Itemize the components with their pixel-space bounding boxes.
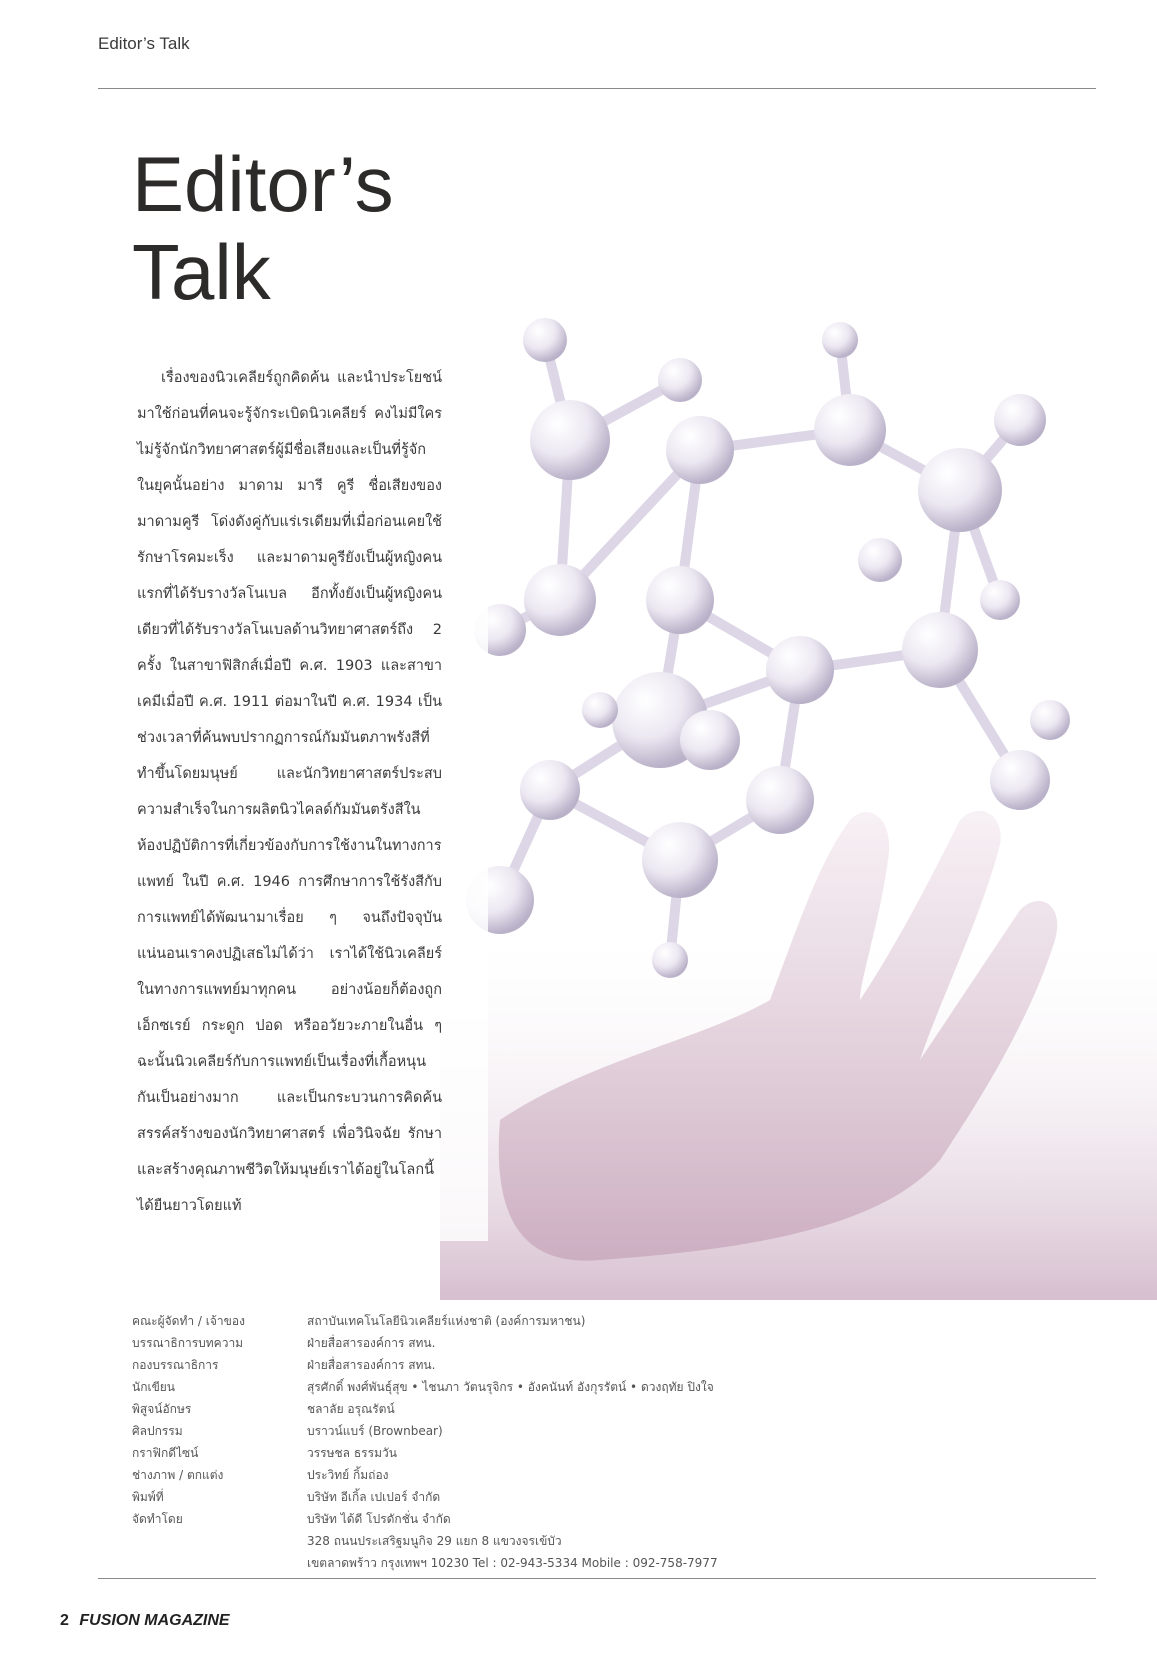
credit-value: วรรษชล ธรรมวัน <box>307 1446 397 1460</box>
credit-row <box>132 1552 718 1574</box>
credit-label <box>132 1530 307 1552</box>
editorial-body-text: เรื่องของนิวเคลียร์ถูกคิดค้น และนำประโยชน์มาใช้ก่อนที่คนจะรู้จักระเบิดนิวเคลียร์ คงไม่มีใครไม่รู้จักนักวิทยาศาสตร์ผู้มีชื่อเสียงและเป็นที่รู้จักในยุคนั้นอย่าง มาดาม มารี คูรี ชื่อเสียงของ มาดามคูรี โด่งดังคู่กับแร่เรเดียมที่เมื่อก่อนเคยใช้รักษาโรคมะเร็ง และมาดามคูรียังเป็นผู้หญิงคนแรกที่ได้รับรางวัลโนเบล อีกทั้งยังเป็นผู้หญิงคนเดียวที่ได้รับรางวัลโนเบลด้านวิทยาศาสตร์ถึง 2 ครั้ง ในสาขาฟิสิกส์เมื่อปี ค.ศ. 1903 และสาขาเคมีเมื่อปี ค.ศ. 1911 ต่อมาในปี ค.ศ. 1934 เป็นช่วงเวลาที่ค้นพบปรากฏการณ์กัมมันตภาพรังสีที่ทำขึ้นโดยมนุษย์ และนักวิทยาศาสตร์ประสบความสำเร็จในการผลิตนิวไคลด์กัมมันตรังสีในห้องปฏิบัติการที่เกี่ยวข้องกับการใช้งานในทางการแพทย์ ในปี ค.ศ. 1946 การศึกษาการใช้รังสีกับการแพทย์ได้พัฒนามาเรื่อย ๆ จนถึงปัจจุบัน แน่นอนเราคงปฏิเสธไม่ได้ว่า เราได้ใช้นิวเคลียร์ในทางการแพทย์มาทุกคน อย่างน้อยก็ต้องถูกเอ็กซเรย์ กระดูก ปอด หรืออวัยวะภายในอื่น ๆ ฉะนั้นนิวเคลียร์กับการแพทย์เป็นเรื่องที่เกื้อหนุนกันเป็นอย่างมาก และเป็นกระบวนการคิดค้น สรรค์สร้างของนักวิทยาศาสตร์ เพื่อวินิจฉัย รักษา และสร้างคุณภาพชีวิตให้มนุษย์เราได้อยู่ในโลกนี้ได้ยืนยาวโดยแท้ <box>137 370 442 1214</box>
credit-row <box>132 1486 718 1508</box>
credit-value: ประวิทย์ กิ้มถ่อง <box>307 1468 389 1482</box>
credit-label: พิสูจน์อักษร <box>132 1402 192 1416</box>
credit-label: กราฟิกดีไซน์ <box>132 1446 199 1460</box>
credit-row <box>132 1508 718 1530</box>
credit-row <box>132 1376 718 1398</box>
credit-label: พิมพ์ที่ <box>132 1490 164 1504</box>
hero-illustration <box>440 300 1157 1300</box>
footer-rule <box>98 1578 1096 1579</box>
credit-value: ฝ่ายสื่อสารองค์การ สทน. <box>307 1358 436 1372</box>
page-number: 2 <box>60 1612 69 1629</box>
credit-value: บราวน์แบร์ (Brownbear) <box>307 1424 443 1438</box>
header-rule <box>98 88 1096 89</box>
credit-value: บริษัท อีเกิ้ล เปเปอร์ จำกัด <box>307 1490 441 1504</box>
credit-label <box>132 1552 307 1574</box>
credit-row <box>132 1310 718 1332</box>
credit-value: 328 ถนนประเสริฐมนูกิจ 29 แยก 8 แขวงจรเข้บัว <box>307 1534 562 1548</box>
credit-label: นักเขียน <box>132 1380 176 1394</box>
credit-value: บริษัท ได้ดี โปรดักชั่น จำกัด <box>307 1512 451 1526</box>
page-title-line-1: Editor’s <box>132 140 394 228</box>
credit-row <box>132 1354 718 1376</box>
credit-row <box>132 1332 718 1354</box>
credit-value: ชลาลัย อรุณรัตน์ <box>307 1402 395 1416</box>
credit-value: สุรศักดิ์ พงศ์พันธุ์สุข • ไชนภา วัตนรุจิกร • อังคนันท์ อังกุรรัตน์ • ดวงฤทัย ปิงใจ <box>307 1380 714 1394</box>
credit-value: ฝ่ายสื่อสารองค์การ สทน. <box>307 1336 436 1350</box>
credit-value: สถาบันเทคโนโลยีนิวเคลียร์แห่งชาติ (องค์การมหาชน) <box>307 1314 586 1328</box>
credit-label: กองบรรณาธิการ <box>132 1358 219 1372</box>
credit-label: ศิลปกรรม <box>132 1424 183 1438</box>
page-footer <box>60 1612 230 1630</box>
credit-row <box>132 1398 718 1420</box>
credit-row <box>132 1530 718 1552</box>
credit-label: คณะผู้จัดทำ / เจ้าของ <box>132 1314 245 1328</box>
credit-label: บรรณาธิการบทความ <box>132 1336 244 1350</box>
page-title-line-2: Talk <box>132 228 271 316</box>
credits-block <box>132 1310 718 1574</box>
credit-row <box>132 1420 718 1442</box>
page-title <box>132 140 394 316</box>
credit-value: เขตลาดพร้าว กรุงเทพฯ 10230 Tel : 02-943-5334 Mobile : 092-758-7977 <box>307 1556 718 1570</box>
credit-row <box>132 1464 718 1486</box>
running-head: Editor’s Talk <box>98 34 190 53</box>
credit-label: จัดทำโดย <box>132 1512 183 1526</box>
credit-row <box>132 1442 718 1464</box>
magazine-name: FUSION MAGAZINE <box>79 1612 230 1629</box>
credit-label: ช่างภาพ / ตกแต่ง <box>132 1468 224 1482</box>
